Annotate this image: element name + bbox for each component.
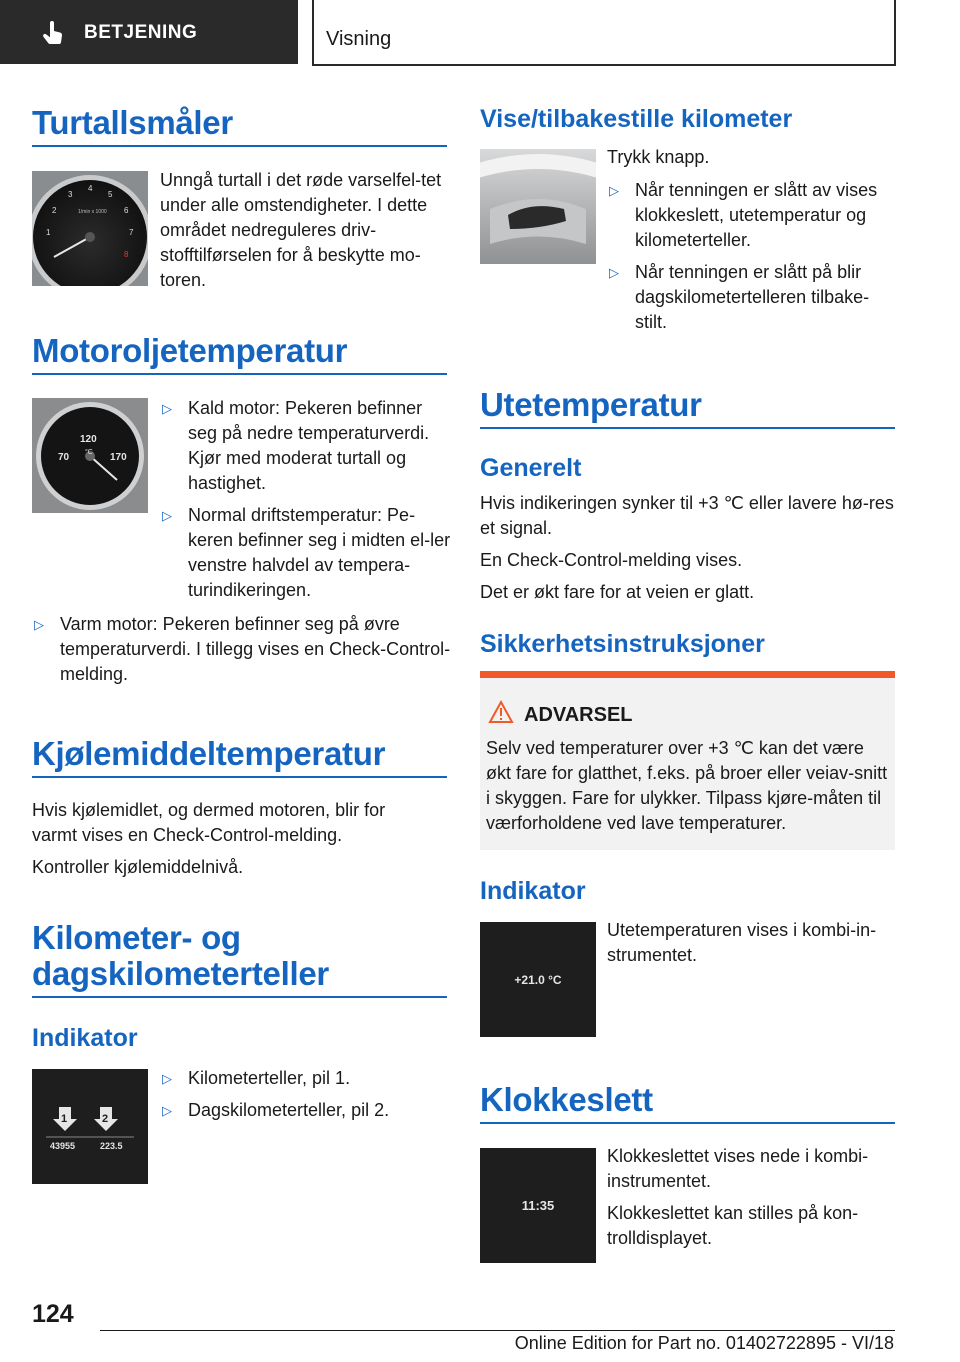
- tachometer-image: [32, 171, 148, 286]
- warning-triangle-icon: [488, 700, 514, 724]
- reset-list: [607, 178, 899, 342]
- heading-rule: [480, 427, 895, 429]
- triangle-bullet-icon: ▷: [609, 265, 619, 280]
- odometer-list: [160, 1066, 452, 1130]
- indicator-heading: Indikator: [480, 877, 586, 905]
- reset-intro: [607, 145, 897, 177]
- clock-paragraph-1: Klokkeslettet vises nede i kombi-instrumentet.: [607, 1146, 869, 1191]
- general-heading: Generelt: [480, 454, 582, 482]
- coolant-paragraph-2: Kontroller kjølemiddelnivå.: [32, 857, 244, 877]
- tacho-label-7: 7: [129, 228, 134, 237]
- gauge-label-70: 70: [58, 452, 70, 463]
- reset-intro-text: Trykk knapp.: [607, 147, 710, 167]
- outside-temp-display-image: [480, 922, 596, 1037]
- gauge-label-120: 120: [80, 434, 97, 445]
- tachometer-text: [160, 168, 450, 300]
- odometer-indicator-heading: Indikator: [32, 1024, 138, 1052]
- oil-temp-list: [160, 396, 452, 610]
- outside-temp-paragraph-2: En Check-Control-melding vises.: [480, 550, 743, 570]
- heading-rule: [32, 373, 447, 375]
- odometer-display-image: [32, 1069, 148, 1184]
- list-item-text: Når tenningen er slått på blir dagskilometertelleren tilbake-stilt.: [635, 262, 870, 332]
- oil-temperature-gauge-image: [32, 398, 148, 513]
- outside-temp-value: +21.0 °C: [514, 973, 562, 987]
- list-item: [160, 1066, 452, 1091]
- edition-text: Online Edition for Part no. 01402722895 - VI/18: [514, 1333, 894, 1353]
- arrow-label-1: 1: [61, 1113, 68, 1125]
- triangle-bullet-icon: ▷: [609, 183, 619, 198]
- triangle-bullet-icon: ▷: [162, 1103, 172, 1118]
- heading-rule: [480, 1122, 895, 1124]
- list-item-text: Varm motor: Pekeren befinner seg på øvre temperaturverdi. I tillegg vises en Check-Control-melding.: [60, 614, 451, 684]
- warning-label: ADVARSEL: [524, 704, 633, 726]
- tacho-label-4: 4: [88, 184, 93, 193]
- coolant-heading: Kjølemiddeltemperatur: [32, 735, 386, 772]
- tacho-label-1: 1: [46, 228, 51, 237]
- section-tab-betjening[interactable]: [40, 20, 197, 46]
- list-item-text: Når tenningen er slått av vises klokkeslett, utetemperatur og kilometerteller.: [635, 180, 878, 250]
- tacho-label-8: 8: [124, 250, 129, 259]
- page-number: 124: [32, 1300, 74, 1328]
- gauge-label-unit: °C: [85, 449, 93, 456]
- list-item-text: Kilometerteller, pil 1.: [188, 1068, 351, 1088]
- list-item: [160, 396, 452, 496]
- tachometer-paragraph: Unngå turtall i det røde varselfel-tet under alle omstendigheter. I dette området nedreguleres driv-stofftilførselen for å beskytte mo-toren.: [160, 170, 442, 290]
- odometer-heading-line1: Kilometer- og: [32, 919, 241, 956]
- list-item: [607, 178, 899, 253]
- oil-temp-list-continued: [32, 612, 452, 694]
- indicator-paragraph: Utetemperaturen vises i kombi-in-strumentet.: [607, 920, 877, 965]
- hand-pointer-icon: [40, 20, 66, 46]
- triangle-bullet-icon: ▷: [162, 401, 172, 416]
- subsection-label: Visning: [326, 28, 392, 50]
- outside-temp-text: [480, 491, 895, 612]
- clock-paragraph-2: Klokkeslettet kan stilles på kon-trolldisplayet.: [607, 1203, 859, 1248]
- oil-temp-heading: Motoroljetemperatur: [32, 332, 348, 369]
- header-subsection-frame: [312, 0, 896, 66]
- list-item-text: Kald motor: Pekeren befinner seg på nedre temperaturverdi. Kjør med moderat turtall og hastighet.: [188, 398, 430, 493]
- list-item-text: Normal driftstemperatur: Pe-keren befinner seg i midten el-ler venstre halvdel av tempera-turindikeringen.: [188, 505, 451, 600]
- coolant-text: [32, 798, 432, 887]
- heading-rule: [32, 145, 447, 147]
- reset-heading: Vise/tilbakestille kilometer: [480, 105, 793, 133]
- indicator-text: [607, 918, 899, 975]
- gauge-label-170: 170: [110, 452, 127, 463]
- arrow-label-2: 2: [102, 1113, 109, 1125]
- reset-button-image: [480, 149, 596, 264]
- trip-value: 223.5: [100, 1141, 123, 1151]
- triangle-bullet-icon: ▷: [34, 617, 44, 632]
- list-item: [160, 1098, 452, 1123]
- tacho-label-2: 2: [52, 206, 57, 215]
- heading-rule: [32, 776, 447, 778]
- footer-rule: [100, 1330, 895, 1331]
- tacho-unit-label: 1/min x 1000: [78, 209, 107, 215]
- triangle-bullet-icon: ▷: [162, 508, 172, 523]
- warning-box: [480, 671, 895, 850]
- outside-temp-paragraph-3: Det er økt fare for at veien er glatt.: [480, 582, 755, 602]
- section-label: BETJENING: [84, 22, 198, 43]
- outside-temp-heading: Utetemperatur: [480, 386, 702, 423]
- odometer-value: 43955: [50, 1141, 76, 1151]
- clock-value: 11:35: [521, 1198, 555, 1213]
- outside-temp-paragraph-1: Hvis indikeringen synker til +3 ℃ eller lavere hø-res et signal.: [480, 493, 894, 538]
- warning-text: Selv ved temperaturer over +3 ℃ kan det være økt fare for glatthet, f.eks. på broer eller veiav-snitt i skyggen. Fare for ulykker. Tilpass kjøre-måten til værforholdene ved lave temperaturer.: [486, 738, 888, 833]
- clock-text: [607, 1144, 899, 1258]
- coolant-paragraph-1: Hvis kjølemidlet, og dermed motoren, blir for varmt vises en Check-Control-melding.: [32, 800, 386, 845]
- tacho-label-3: 3: [68, 190, 73, 199]
- list-item: [160, 503, 452, 603]
- list-item: [607, 260, 899, 335]
- safety-heading: Sikkerhetsinstruksjoner: [480, 630, 765, 658]
- tacho-label-6: 6: [124, 206, 129, 215]
- heading-rule: [32, 996, 447, 998]
- odometer-heading-line2: dagskilometerteller: [32, 955, 329, 992]
- clock-heading: Klokkeslett: [480, 1081, 653, 1118]
- list-item: [32, 612, 452, 687]
- tachometer-heading: Turtallsmåler: [32, 104, 233, 141]
- list-item-text: Dagskilometerteller, pil 2.: [188, 1100, 390, 1120]
- clock-display-image: [480, 1148, 596, 1263]
- triangle-bullet-icon: ▷: [162, 1071, 172, 1086]
- tacho-label-5: 5: [108, 190, 113, 199]
